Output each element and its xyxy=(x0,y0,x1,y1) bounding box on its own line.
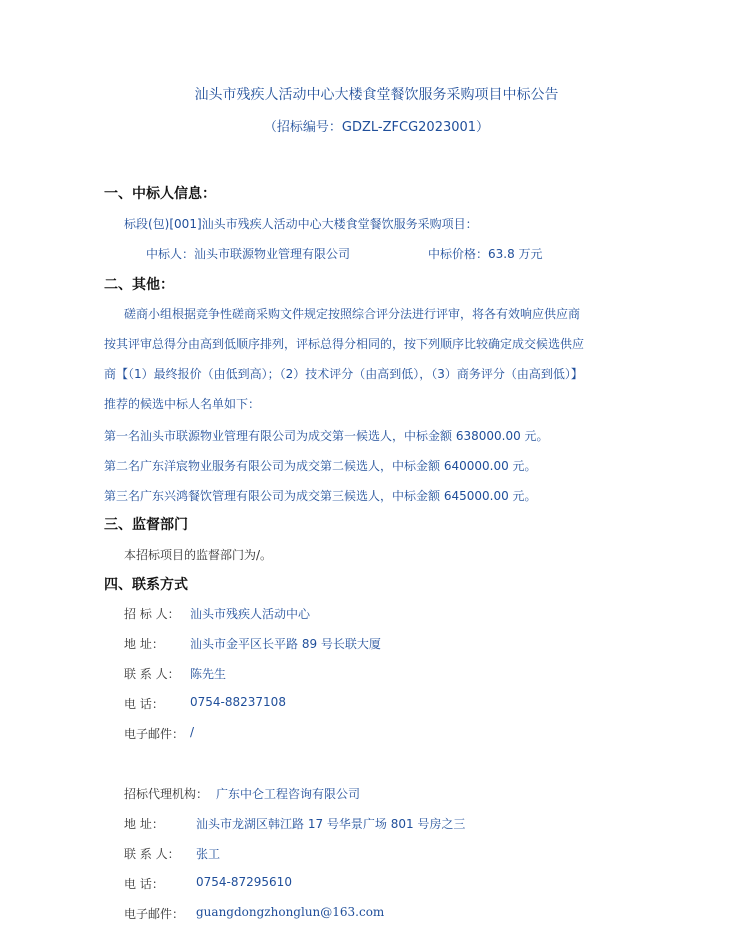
lot-line: 标段(包)[001]汕头市残疾人活动中心大楼食堂餐饮服务采购项目： xyxy=(124,217,478,231)
contact-label: 电 话： xyxy=(124,877,164,891)
section-heading-winner: 一、中标人信息： xyxy=(104,186,216,202)
para-line: 推荐的候选中标人名单如下： xyxy=(104,397,261,411)
agency-name: 广东中仑工程咨询有限公司 xyxy=(216,787,361,801)
contact-label: 招标代理机构： xyxy=(124,787,209,801)
contact-label: 电子邮件： xyxy=(124,907,185,921)
contact-label: 联 系 人： xyxy=(124,667,180,681)
agency-phone: 0754-87295610 xyxy=(196,875,292,889)
document-title: 汕头市残疾人活动中心大楼食堂餐饮服务采购项目中标公告 xyxy=(194,87,559,103)
contact-label: 电 话： xyxy=(124,697,164,711)
winner-price: 中标价格：63.8 万元 xyxy=(428,247,543,261)
contact-label: 联 系 人： xyxy=(124,847,180,861)
agency-contact-person: 张工 xyxy=(196,847,221,861)
tenderer-phone: 0754-88237108 xyxy=(190,695,286,709)
para-line: 按其评审总得分由高到低顺序排列，评标总得分相同的，按下列顺序比较确定成交候选供应 xyxy=(104,337,585,351)
section-heading-other: 二、其他： xyxy=(104,277,174,293)
tenderer-name: 汕头市残疾人活动中心 xyxy=(190,607,311,621)
tenderer-contact-person: 陈先生 xyxy=(190,667,227,681)
tenderer-address: 汕头市金平区长平路 89 号长联大厦 xyxy=(190,637,381,651)
agency-email[interactable]: guangdongzhonglun@163.com xyxy=(196,905,385,919)
para-line: 商【（1）最终报价（由低到高）；（2）技术评分（由高到低），（3）商务评分（由高到低）】 xyxy=(104,367,583,381)
agency-address: 汕头市龙湖区韩江路 17 号华景广场 801 号房之三 xyxy=(196,817,466,831)
candidate-3: 第三名广东兴鸿餐饮管理有限公司为成交第三候选人，中标金额 645000.00 元。 xyxy=(104,489,537,503)
contact-label: 地 址： xyxy=(124,637,164,651)
winner-name: 中标人：汕头市联源物业管理有限公司 xyxy=(146,247,351,261)
section-heading-supervision: 三、监督部门 xyxy=(104,517,188,533)
contact-label: 地 址： xyxy=(124,817,164,831)
contact-label: 招 标 人： xyxy=(124,607,180,621)
para-line: 磋商小组根据竞争性磋商采购文件规定按照综合评分法进行评审，将各有效响应供应商 xyxy=(124,307,581,321)
section-heading-contact: 四、联系方式 xyxy=(104,577,188,593)
candidate-1: 第一名汕头市联源物业管理有限公司为成交第一候选人，中标金额 638000.00 元。 xyxy=(104,429,549,443)
tenderer-email: / xyxy=(190,725,195,739)
supervision-text: 本招标项目的监督部门为/。 xyxy=(124,548,273,562)
candidate-2: 第二名广东洋宸物业服务有限公司为成交第二候选人，中标金额 640000.00 元。 xyxy=(104,459,537,473)
contact-label: 电子邮件： xyxy=(124,727,185,741)
tender-number: （招标编号：GDZL-ZFCG2023001） xyxy=(263,120,490,135)
